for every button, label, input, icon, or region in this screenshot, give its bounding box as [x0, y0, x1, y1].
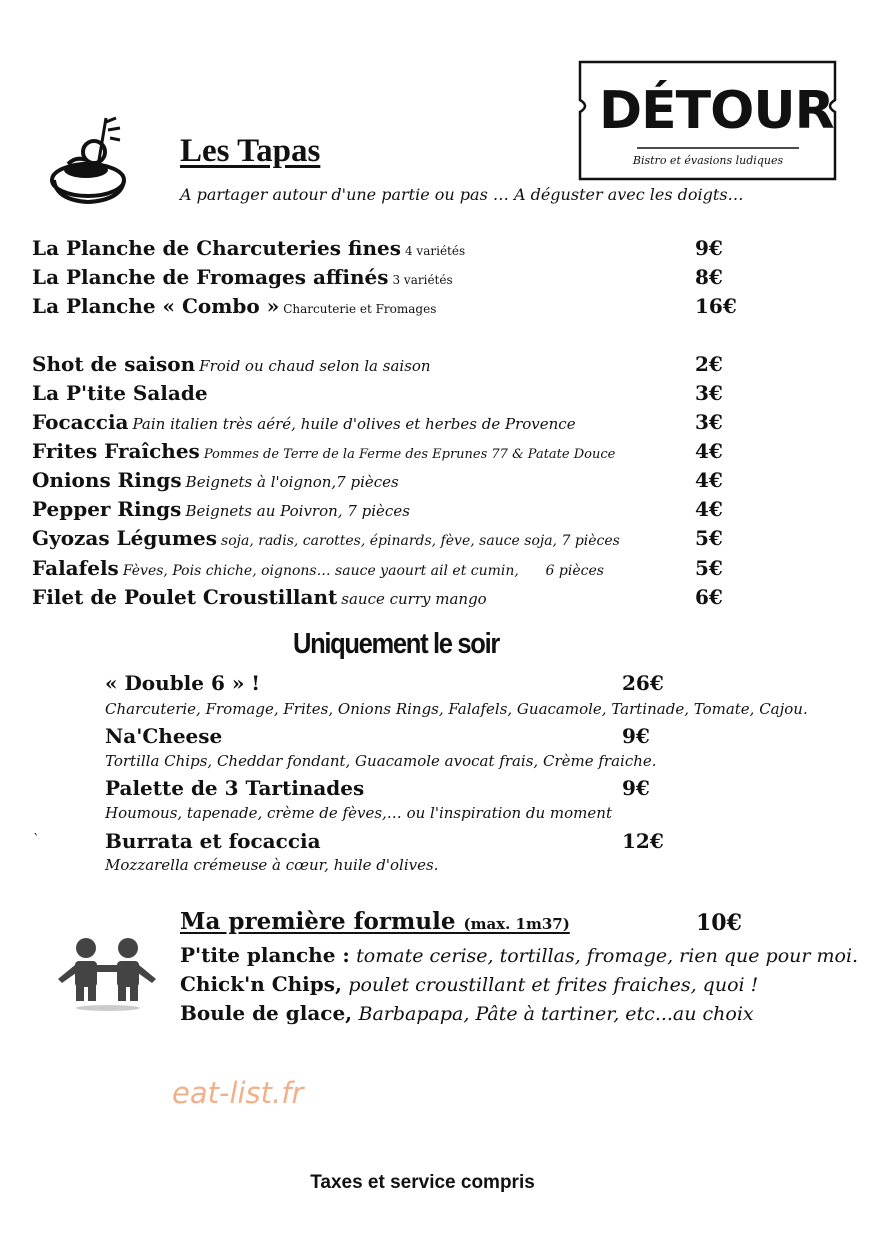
- menu-item: [32, 585, 832, 609]
- children-icon: [56, 935, 160, 1013]
- soir-item: [105, 776, 650, 800]
- menu-item-price: 5€: [695, 526, 723, 550]
- menu-item-name: La Planche de Fromages affinés: [32, 265, 389, 289]
- soir-item-price: 9€: [622, 724, 650, 748]
- menu-item-name: Falafels: [32, 556, 119, 580]
- menu-item-name: Focaccia: [32, 410, 129, 434]
- logo-text: DÉTOUR: [599, 81, 834, 141]
- menu-item-note: Pain italien très aéré, huile d'olives et herbes de Provence: [132, 415, 576, 433]
- menu-item-name: Shot de saison: [32, 352, 196, 376]
- page-subtitle: A partager autour d'une partie ou pas … A déguster avec les doigts…: [180, 185, 744, 204]
- soir-item-name: Burrata et focaccia: [105, 829, 321, 853]
- menu-item-name: Onions Rings: [32, 468, 182, 492]
- menu-item: [32, 410, 832, 434]
- kids-item-note: tomate cerise, tortillas, fromage, rien que pour moi.: [356, 945, 859, 967]
- menu-item: [32, 294, 832, 318]
- logo-tagline: Bistro et évasions ludiques: [632, 154, 784, 167]
- soir-item-name: « Double 6 » !: [105, 671, 261, 695]
- menu-item-name: Frites Fraîches: [32, 439, 200, 463]
- kids-item-note: Barbapapa, Pâte à tartiner, etc...au choix: [358, 1003, 754, 1025]
- menu-item: [32, 381, 832, 405]
- menu-item-note: Froid ou chaud selon la saison: [199, 357, 431, 375]
- soir-item-desc: Houmous, tapenade, crème de fèves,… ou l'inspiration du moment: [105, 804, 612, 822]
- menu-item-note: Beignets au Poivron, 7 pièces: [185, 502, 410, 520]
- detour-logo: [577, 60, 839, 182]
- menu-item-price: 6€: [695, 585, 723, 609]
- menu-item-note: Pommes de Terre de la Ferme des Eprunes 77 & Patate Douce: [203, 447, 616, 462]
- menu-item-name: Gyozas Légumes: [32, 526, 218, 550]
- kids-item: [180, 1001, 754, 1025]
- menu-item: [32, 497, 832, 521]
- stray-tick: `: [33, 832, 40, 848]
- menu-item-price: 4€: [695, 497, 723, 521]
- menu-item: [32, 556, 832, 580]
- menu-item-note: Beignets à l'oignon,7 pièces: [185, 473, 399, 491]
- menu-item-price: 5€: [695, 556, 723, 580]
- kids-formula-height-limit: (max. 1m37): [463, 915, 570, 933]
- menu-item-price: 3€: [695, 410, 723, 434]
- menu-item-name: La Planche « Combo »: [32, 294, 280, 318]
- kids-item-name: P'tite planche :: [180, 943, 350, 967]
- footer-note: Taxes et service compris: [310, 1172, 535, 1193]
- watermark: eat-list.fr: [172, 1076, 304, 1110]
- kids-formula-title-text: Ma première formule: [180, 908, 456, 935]
- menu-item-price: 16€: [695, 294, 737, 318]
- menu-item-price: 9€: [695, 236, 723, 260]
- menu-item-note: 4 variétés: [404, 244, 466, 258]
- menu-item-name: Pepper Rings: [32, 497, 182, 521]
- kids-formula-price: 10€: [696, 910, 742, 936]
- kids-item-name: Boule de glace,: [180, 1001, 353, 1025]
- soir-item-name: Palette de 3 Tartinades: [105, 776, 365, 800]
- soir-item-price: 9€: [622, 776, 650, 800]
- soir-item-desc: Charcuterie, Fromage, Frites, Onions Rings, Falafels, Guacamole, Tartinade, Tomate, Cajou.: [105, 700, 808, 718]
- menu-item-note: 3 variétés: [392, 273, 453, 287]
- soir-item-price: 12€: [622, 829, 664, 853]
- soir-item: [105, 724, 650, 748]
- menu-item-name: Filet de Poulet Croustillant: [32, 585, 338, 609]
- soir-item: [105, 829, 664, 853]
- menu-item-price: 4€: [695, 439, 723, 463]
- menu-item: [32, 526, 832, 550]
- menu-item-name: La P'tite Salade: [32, 381, 208, 405]
- soir-item-name: Na'Cheese: [105, 724, 223, 748]
- menu-item: [32, 352, 832, 376]
- menu-item: [32, 236, 832, 260]
- tapas-plate-icon: [48, 108, 134, 208]
- kids-item: [180, 972, 758, 996]
- menu-item-note: Fèves, Pois chiche, oignons… sauce yaourt ail et cumin, 6 pièces: [122, 563, 604, 579]
- menu-item-price: 3€: [695, 381, 723, 405]
- soir-section-title: Uniquement le soir: [293, 628, 499, 660]
- kids-formula-title: [180, 908, 570, 935]
- menu-item-name: La Planche de Charcuteries fines: [32, 236, 401, 260]
- kids-item-note: poulet croustillant et frites fraiches, quoi !: [348, 974, 759, 996]
- kids-item-name: Chick'n Chips,: [180, 972, 342, 996]
- menu-item: [32, 439, 832, 463]
- menu-item-price: 2€: [695, 352, 723, 376]
- menu-item: [32, 468, 832, 492]
- soir-item-price: 26€: [622, 671, 664, 695]
- menu-item-note: soja, radis, carottes, épinards, fève, sauce soja, 7 pièces: [221, 533, 620, 549]
- soir-item: [105, 671, 664, 695]
- page-title: Les Tapas: [180, 133, 321, 169]
- menu-item-note: Charcuterie et Fromages: [283, 302, 437, 316]
- menu-item-price: 4€: [695, 468, 723, 492]
- menu-item-note: sauce curry mango: [341, 590, 487, 608]
- soir-item-desc: Mozzarella crémeuse à cœur, huile d'olives.: [105, 856, 439, 874]
- menu-item-price: 8€: [695, 265, 723, 289]
- menu-item: [32, 265, 832, 289]
- soir-item-desc: Tortilla Chips, Cheddar fondant, Guacamole avocat frais, Crème fraiche.: [105, 752, 657, 770]
- kids-item: [180, 943, 858, 967]
